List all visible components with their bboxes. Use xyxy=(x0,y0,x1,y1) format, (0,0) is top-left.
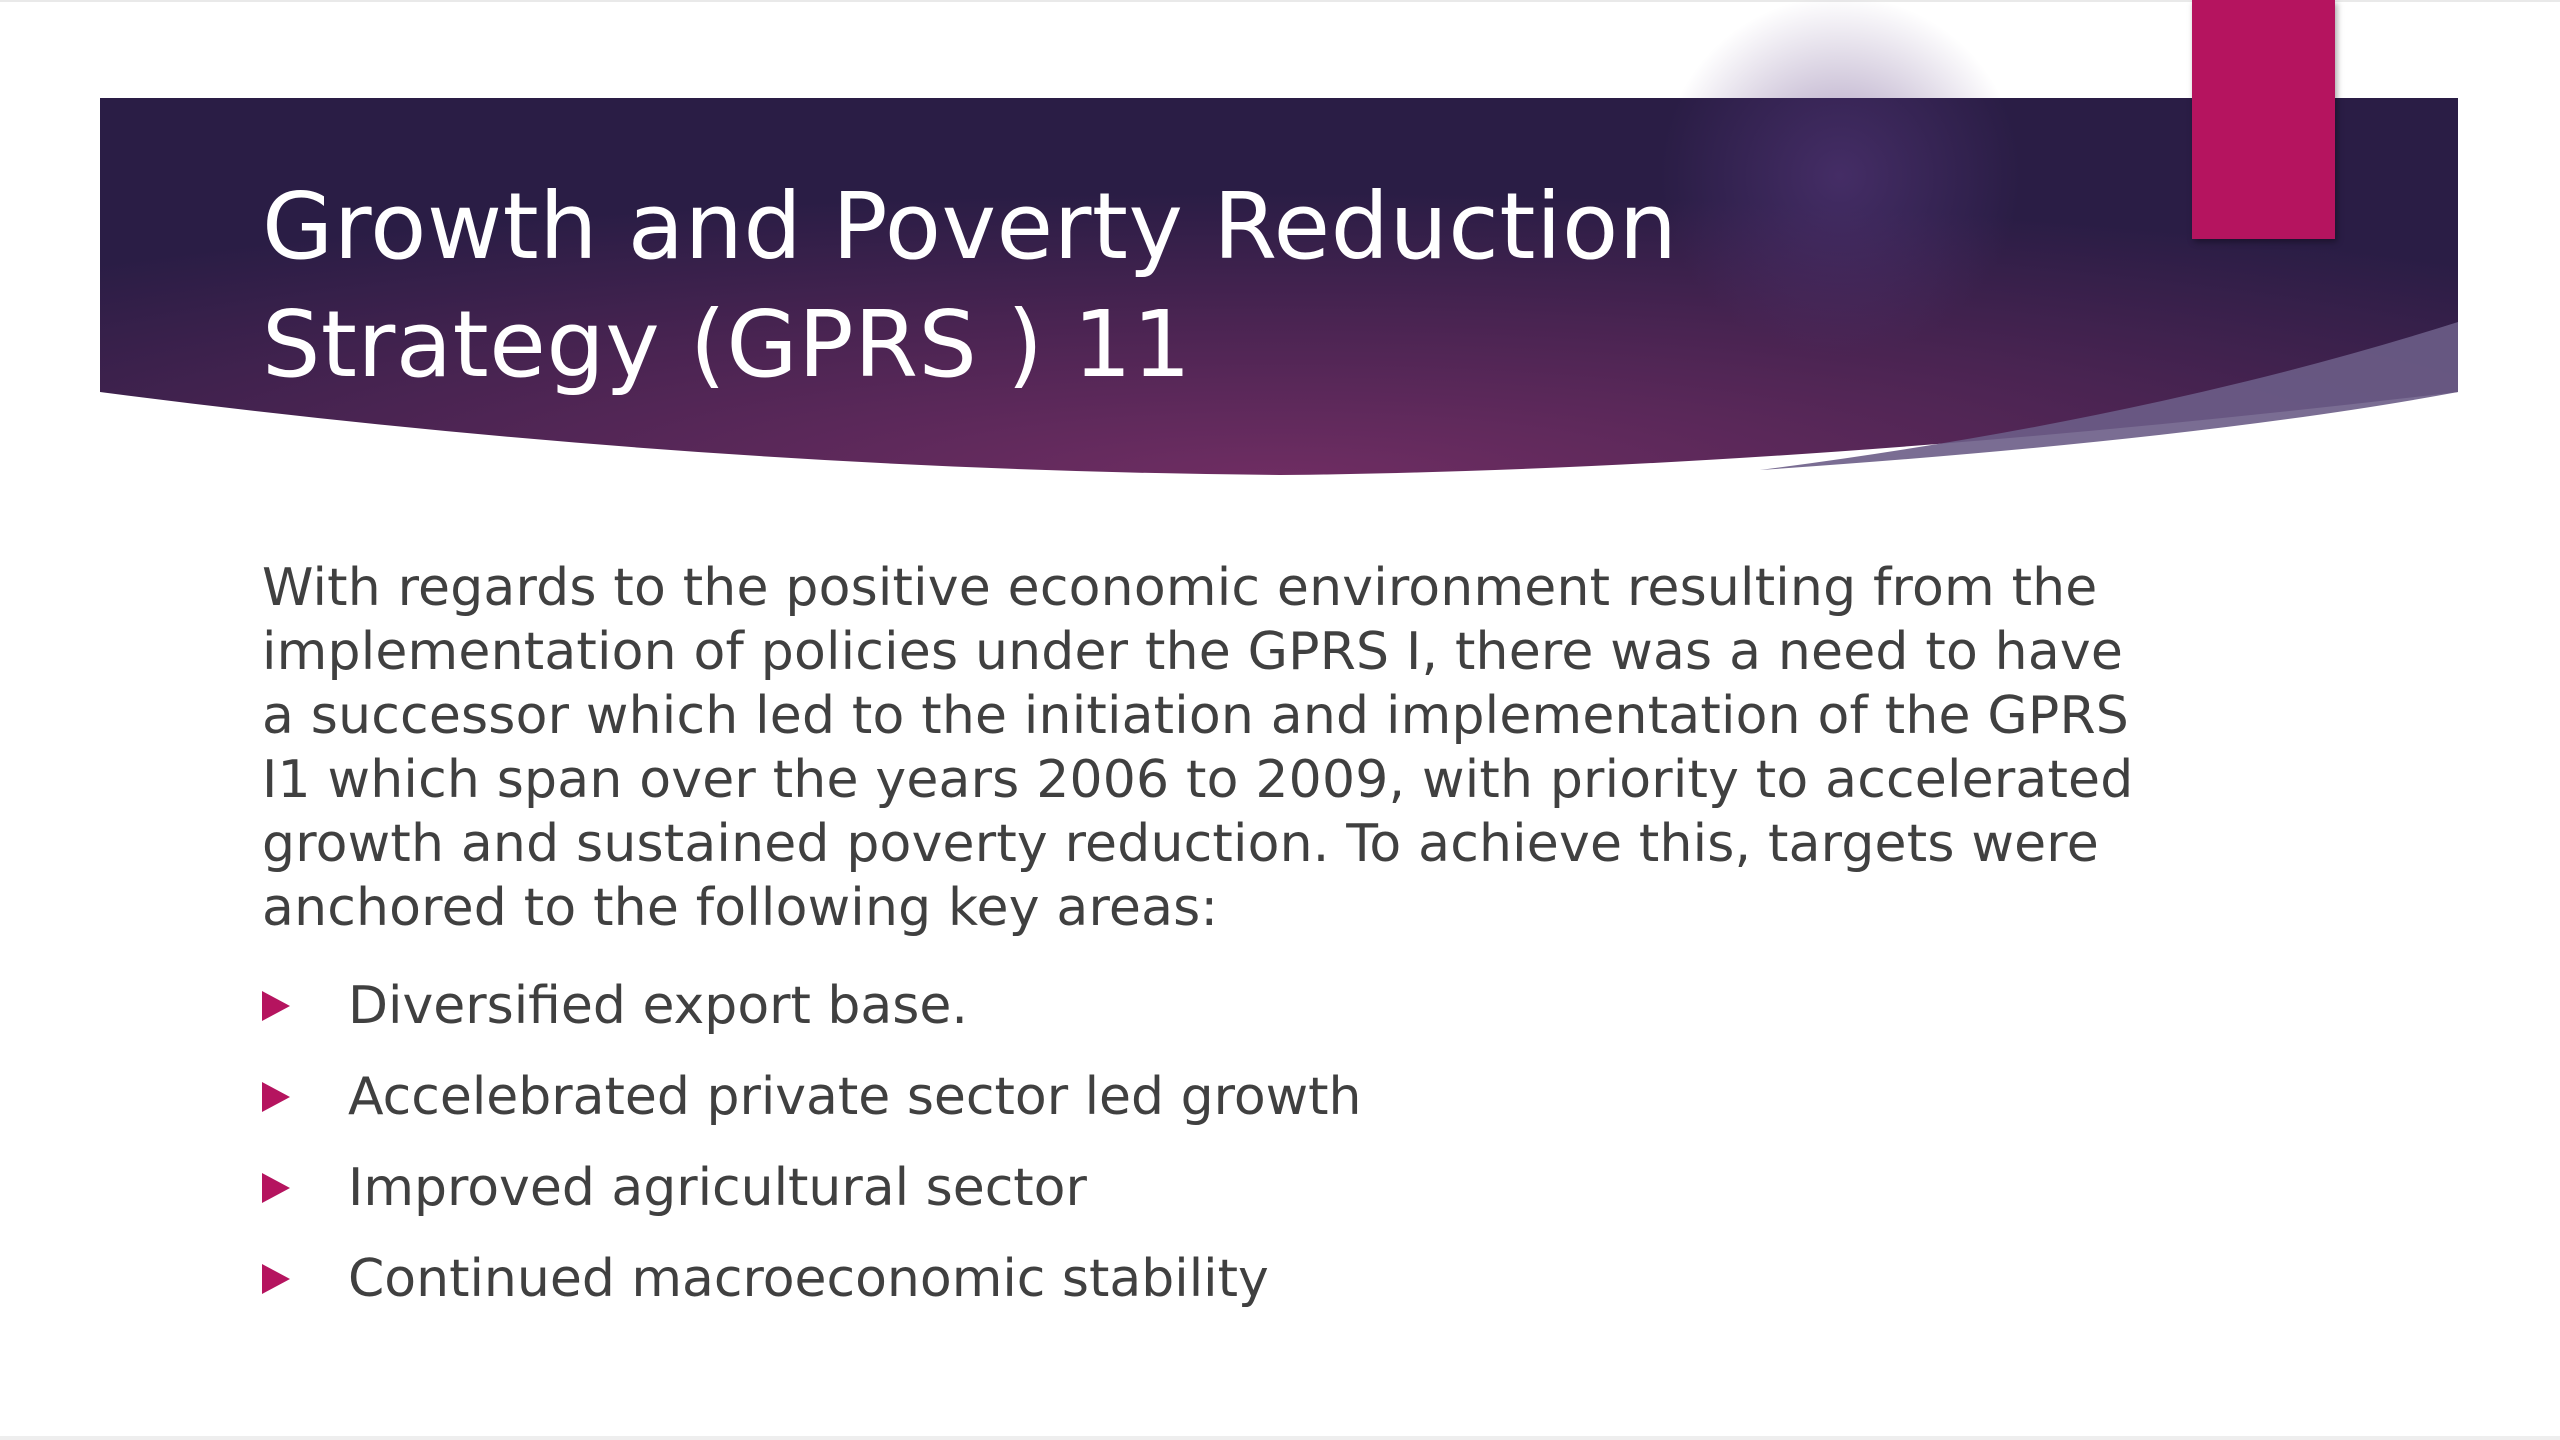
triangle-bullet-icon xyxy=(262,1173,290,1203)
bottom-edge-line xyxy=(0,1436,2560,1440)
bullet-label: Accelebrated private sector led growth xyxy=(348,1066,1362,1127)
slide-title-line-1: Growth and Poverty Reduction xyxy=(262,173,1678,280)
triangle-bullet-icon xyxy=(262,991,290,1021)
bullet-item xyxy=(262,1051,2142,1142)
slide-title-line-2: Strategy (GPRS ) 11 xyxy=(262,291,1192,398)
bullet-list xyxy=(262,960,2142,1324)
bullet-label: Improved agricultural sector xyxy=(348,1157,1087,1218)
bullet-item xyxy=(262,1233,2142,1324)
slide-body xyxy=(262,556,2142,1324)
triangle-bullet-icon xyxy=(262,1082,290,1112)
intro-paragraph: With regards to the positive economic environment resulting from the implementation of policies under the GPRS I, there was a need to have a successor which led to the initiation and implementation of the GPRS I1 which span over the years 2006 to 2009, with priority to accelerated growth and sustained poverty reduction. To achieve this, targets were anchored to the following key areas: xyxy=(262,558,2134,938)
slide-title xyxy=(262,168,2162,404)
bullet-label: Diversified export base. xyxy=(348,975,968,1036)
triangle-bullet-icon xyxy=(262,1264,290,1294)
bullet-item xyxy=(262,1142,2142,1233)
accent-tab xyxy=(2192,0,2335,239)
bullet-label: Continued macroeconomic stability xyxy=(348,1248,1269,1309)
bullet-item xyxy=(262,960,2142,1051)
